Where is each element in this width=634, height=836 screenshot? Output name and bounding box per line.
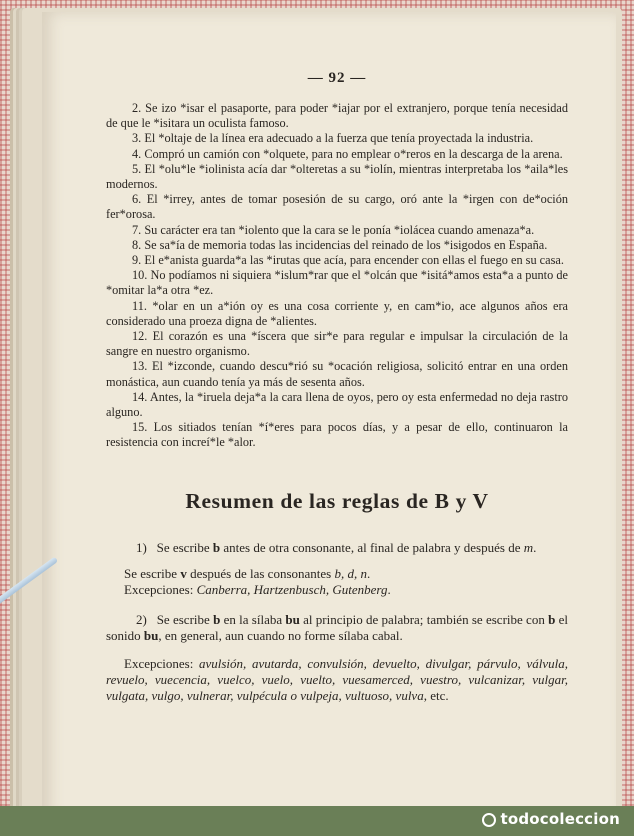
exercise-number: 5. <box>132 161 142 176</box>
exercise-text: Se izo *isar el pasaporte, para poder *iajar por el extranjero, porque tenía necesidad de que le *isitara un oculista famoso. <box>106 101 568 131</box>
exercise-text: Antes, la *iruela deja*a la cara llena de oyos, pero oy esta enfermedad no deja rastro alguno. <box>106 389 568 420</box>
exercise-item <box>106 420 568 450</box>
exercise-number: 8. <box>132 237 142 252</box>
rule-2-exceptions: Excepciones: avulsión, avutarda, convulsión, devuelto, divulgar, párvulo, válvula, revuelo, vuecencia, vuelco, vuelo, vuelto, vuesamerced, vuestro, vulcanizar, vulgar, vulgata, vulgo, vulnerar, vulpécula o vulpeja, vultuoso, vulva, etc. <box>106 655 568 703</box>
exercise-number: 10. <box>132 268 148 283</box>
exercise-item <box>106 390 568 420</box>
section-heading: Resumen de las reglas de B y V <box>185 488 489 513</box>
exercise-item <box>106 268 568 298</box>
exercise-item <box>106 253 568 268</box>
exercise-item <box>106 192 568 222</box>
exercise-text: Su carácter era tan *iolento que la cara se le ponía *iolácea cuando amenaza*a. <box>144 222 535 237</box>
exercise-number: 4. <box>132 146 142 161</box>
exercise-number: 7. <box>132 222 142 237</box>
exercise-text: El *olu*le *iolinista acía dar *olteretas a su *iolín, mientras interpretaba los *aila*les modernos. <box>106 161 568 192</box>
exercise-text: El corazón es una *íscera que sir*e para regular e impulsar la circulación de la sangre en nuestro organismo. <box>106 329 568 359</box>
exercise-item <box>106 147 568 162</box>
exercise-number: 9. <box>132 253 142 268</box>
exercise-item <box>106 101 568 131</box>
exercise-text: Se sa*ía de memoria todas las incidencias del reinado de los *isigodos en España. <box>144 237 548 252</box>
watermark: todocoleccion <box>482 810 620 828</box>
exercise-item <box>106 359 568 389</box>
exercise-number: 6. <box>132 192 142 207</box>
exercise-number: 15. <box>132 420 148 435</box>
exercise-text: El *irrey, antes de tomar posesión de su cargo, oró ante la *irgen con de*oción fer*orosa. <box>106 192 568 222</box>
exercise-number: 3. <box>132 131 142 146</box>
exercise-number: 2. <box>132 101 142 115</box>
exercise-text: *olar en un a*ión oy es una cosa corriente y, en cam*io, ace algunos años era considerado una proeza digna de *alientes. <box>106 298 569 328</box>
rules-section <box>106 540 568 704</box>
exercise-number: 12. <box>132 329 148 344</box>
exercise-item <box>106 238 568 253</box>
exercise-item <box>106 162 568 192</box>
exercise-number: 11. <box>132 298 147 313</box>
rule-1-sub: Se escribe v después de las consonantes b, d, n. <box>124 565 371 581</box>
exercise-item <box>106 299 568 329</box>
rule-1-exceptions: Excepciones: Canberra, Hartzenbusch, Gutenberg. <box>124 581 391 597</box>
page-number: — 92 — <box>307 70 367 86</box>
exercise-number: 14. <box>132 389 148 404</box>
rule-1: 1) Se escribe b antes de otra consonante, al final de palabra y después de m. <box>136 539 537 555</box>
exercise-text: Compró un camión con *olquete, para no emplear o*reros en la descarga de la arena. <box>144 146 563 161</box>
exercise-item <box>106 131 568 146</box>
exercise-text: Los sitiados tenían *í*eres para pocos días, y a pesar de ello, continuaron la resistencia con increí*le *alor. <box>106 420 568 450</box>
exercise-number: 13. <box>132 359 148 374</box>
exercise-text: El *izconde, cuando descu*rió su *ocación religiosa, solicitó entrar en una orden monástica, aun cuando tenía ya más de sesenta años. <box>106 359 568 389</box>
rule-2: 2) Se escribe b en la sílaba bu al principio de palabra; también se escribe con b el sonido bu, en general, aun cuando no forme sílaba cabal. <box>106 611 569 643</box>
exercise-list <box>106 101 568 451</box>
exercise-text: El e*anista guarda*a las *irutas que acía, para encender con ellas el fuego en su casa. <box>144 253 564 268</box>
watermark-logo-icon <box>482 813 496 827</box>
exercise-text: No podíamos ni siquiera *islum*rar que el *olcán que *isitá*amos esta*a a punto de *omitar la*a otra *ez. <box>106 268 568 298</box>
exercise-item <box>106 223 568 238</box>
exercise-text: El *oltaje de la línea era adecuado a la fuerza que tenía proyectada la industria. <box>144 131 534 146</box>
exercise-item <box>106 329 568 359</box>
page-content <box>106 70 568 704</box>
